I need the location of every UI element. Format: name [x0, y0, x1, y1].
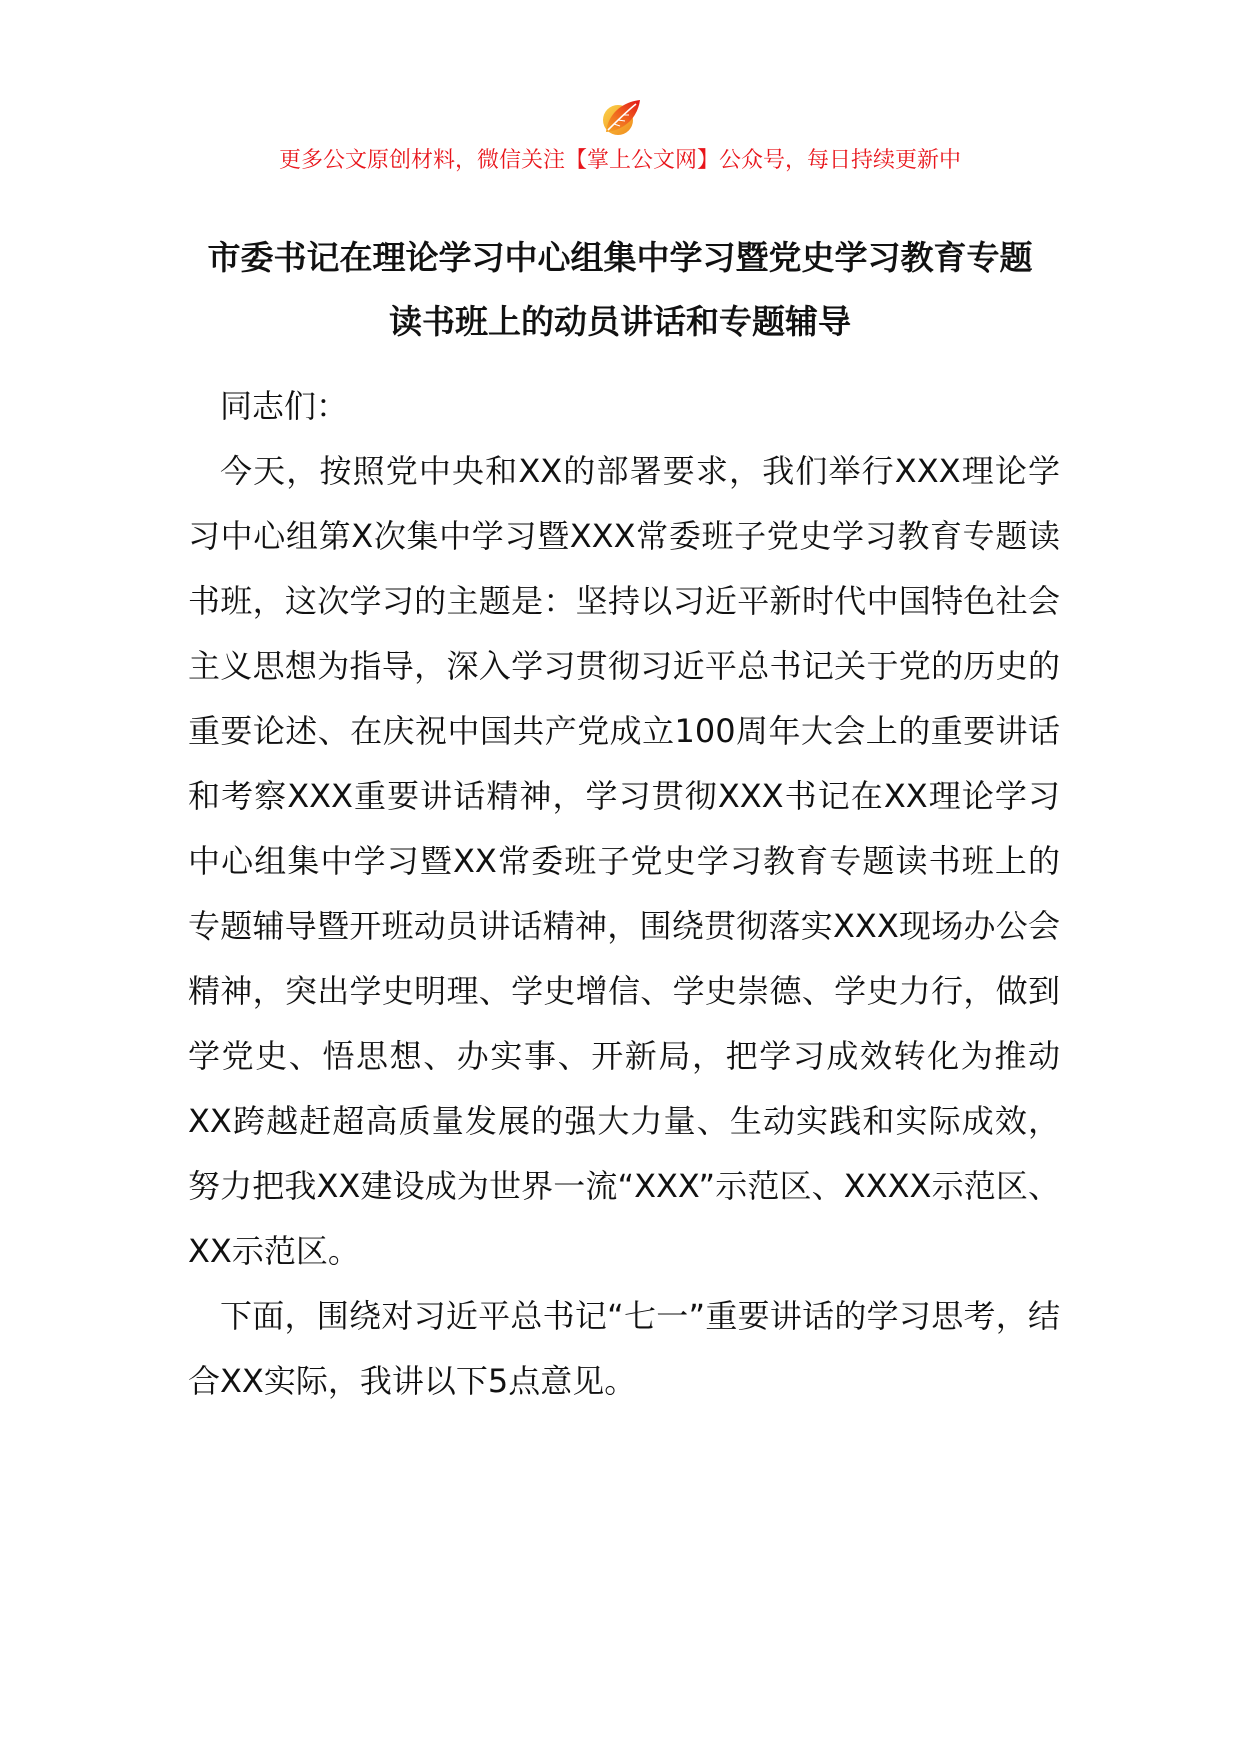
leaf-logo-icon: [598, 96, 644, 140]
document-body: [188, 374, 1060, 1414]
promo-banner: 更多公文原创材料，微信关注【掌上公文网】公众号，每日持续更新中: [278, 148, 961, 173]
title-line-2: 读书班上的动员讲话和专题辅导: [389, 302, 851, 341]
paragraph-2: 下面，围绕对习近平总书记“七一”重要讲话的学习思考，结合XX实际，我讲以下5点意见。: [188, 1297, 1060, 1400]
greeting: 同志们：: [220, 387, 349, 425]
paragraph-1: 今天，按照党中央和XX的部署要求，我们举行XXX理论学习中心组第X次集中学习暨XXX常委班子党史学习教育专题读书班，这次学习的主题是：坚持以习近平新时代中国特色社会主义思想为指导，深入学习贯彻习近平总书记关于党的历史的重要论述、在庆祝中国共产党成立100周年大会上的重要讲话和考察XXX重要讲话精神，学习贯彻XXX书记在XX理论学习中心组集中学习暨XX常委班子党史学习教育专题读书班上的专题辅导暨开班动员讲话精神，围绕贯彻落实XXX现场办公会精神，突出学史明理、学史增信、学史崇德、学史力行，做到学党史、悟思想、办实事、开新局，把学习成效转化为推动XX跨越赶超高质量发展的强大力量、生动实践和实际成效，努力把我XX建设成为世界一流“XXX”示范区、XXXX示范区、XX示范区。: [188, 452, 1060, 1270]
document-title: [120, 226, 1120, 354]
title-line-1: 市委书记在理论学习中心组集中学习暨党史学习教育专题: [207, 238, 1033, 277]
